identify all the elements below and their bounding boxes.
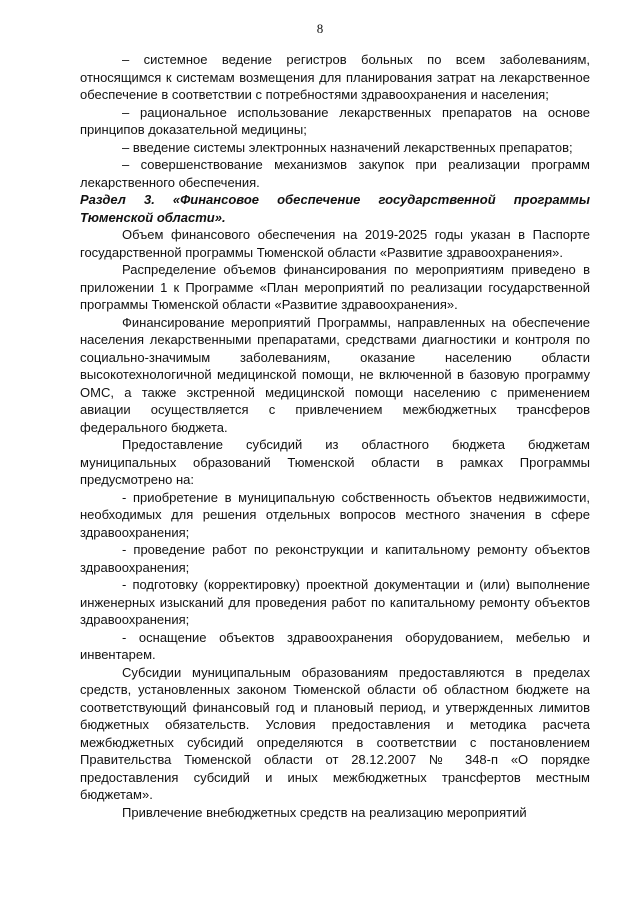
paragraph-extrabudgetary: Привлечение внебюджетных средств на реализацию мероприятий xyxy=(122,804,527,820)
subsidy-item-design-docs: - подготовку (корректировку) проектной документации и (или) выполнение инженерных изысканий для проведения работ по капитальному ремонту объектов здравоохранения; xyxy=(80,577,590,627)
paragraph-subsidy-limits: Субсидии муниципальным образованиям предоставляются в пределах средств, установленных законом Тюменской области об областном бюджете на соответствующий финансовый год и плановый период, и утвержденных лимитов бюджетных обязательств. Условия предоставления и методика расчета межбюджетных субсидий определяются в соответствии с постановлением Правительства Тюменской области от 28.12.2007 № 348-п «О порядке предоставления субсидий и иных межбюджетных трансфертов местным бюджетам». xyxy=(80,664,590,802)
section-heading: Раздел 3. «Финансовое обеспечение государственной программы Тюменской области». xyxy=(80,192,590,225)
paragraph-subsidies-intro: Предоставление субсидий из областного бюджета бюджетам муниципальных образований Тюменской области в рамках Программы предусмотрено на: xyxy=(80,437,590,487)
document-body xyxy=(80,51,590,821)
intro-item-registers: – системное ведение регистров больных по всем заболеваниям, относящимся к системам возмещения для планирования затрат на лекарственное обеспечение в соответствии с потребностями здравоохранения и населения; xyxy=(80,52,590,102)
intro-item-e-prescriptions: – введение системы электронных назначений лекарственных препаратов; xyxy=(122,139,573,155)
page-number: 8 xyxy=(316,21,324,36)
subsidy-item-reconstruction: - проведение работ по реконструкции и капитальному ремонту объектов здравоохранения; xyxy=(80,542,590,575)
subsidy-item-equipment: - оснащение объектов здравоохранения оборудованием, мебелью и инвентарем. xyxy=(80,629,590,662)
paragraph-federal-transfers: Финансирование мероприятий Программы, направленных на обеспечение населения лекарственными препаратами, средствами диагностики и контроля по социально-значимым заболеваниям, оказание населению области высокотехнологичной медицинской помощи, не включенной в базовую программу ОМС, а также экстренной медицинской помощи населению с применением авиации осуществляется с привлечением межбюджетных трансферов федерального бюджета. xyxy=(80,314,590,435)
intro-item-procurement: – совершенствование механизмов закупок при реализации программ лекарственного обеспечения. xyxy=(80,157,590,190)
paragraph-distribution: Распределение объемов финансирования по мероприятиям приведено в приложении 1 к Программе «План мероприятий по реализации государственной программы Тюменской области «Развитие здравоохранения». xyxy=(80,262,590,312)
intro-item-rational-use: – рациональное использование лекарственных препаратов на основе принципов доказательной медицины; xyxy=(80,104,590,137)
paragraph-financing-volume: Объем финансового обеспечения на 2019-2025 годы указан в Паспорте государственной программы Тюменской области «Развитие здравоохранения». xyxy=(80,227,590,260)
subsidy-item-acquisition: - приобретение в муниципальную собственность объектов недвижимости, необходимых для решения отдельных вопросов местного значения в сфере здравоохранения; xyxy=(80,489,590,540)
